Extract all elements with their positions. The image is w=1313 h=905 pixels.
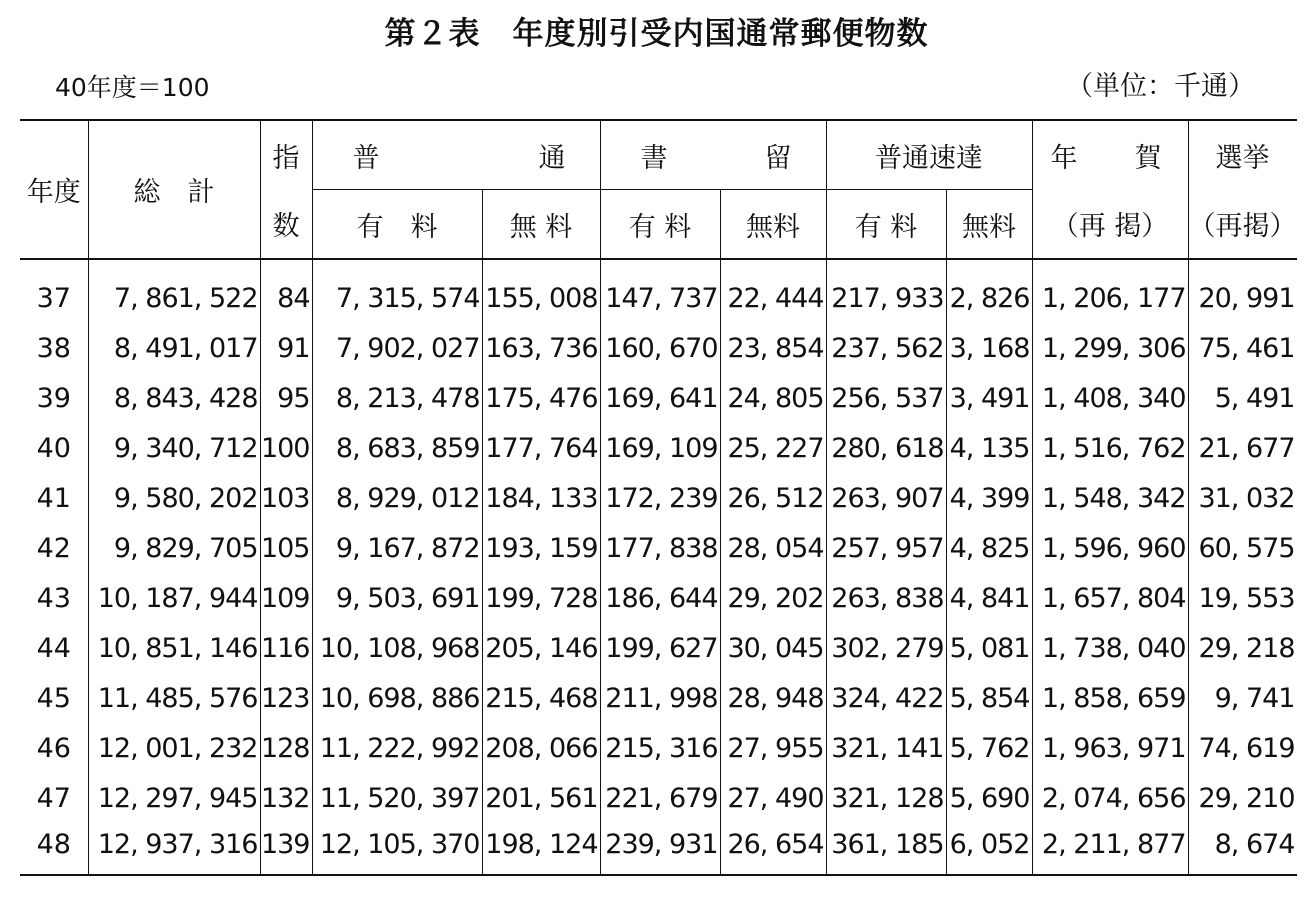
- cell-newyear: 1, 963, 971: [1032, 714, 1188, 764]
- cell-registered-paid: 147, 737: [600, 259, 720, 314]
- cell-express-paid: 237, 562: [826, 314, 946, 364]
- col-index-header-bottom: 数: [260, 190, 312, 260]
- table-row: [20, 314, 1297, 364]
- table-row: [20, 714, 1297, 764]
- cell-ordinary-paid: 7, 902, 027: [312, 314, 482, 364]
- cell-newyear: 1, 299, 306: [1032, 314, 1188, 364]
- header-row-upper: [20, 120, 1297, 190]
- cell-ordinary-paid: 11, 222, 992: [312, 714, 482, 764]
- cell-ordinary-free: 198, 124: [482, 814, 600, 875]
- cell-ordinary-free: 163, 736: [482, 314, 600, 364]
- cell-year: 45: [36, 683, 71, 714]
- cell-index: 139: [260, 814, 312, 875]
- cell-election: 21, 677: [1188, 414, 1297, 464]
- cell-index: 95: [260, 364, 312, 414]
- cell-registered-paid: 172, 239: [600, 464, 720, 514]
- cell-election: 8, 674: [1188, 814, 1297, 875]
- cell-express-paid: 257, 957: [826, 514, 946, 564]
- cell-ordinary-free: 155, 008: [482, 259, 600, 314]
- cell-newyear: 1, 596, 960: [1032, 514, 1188, 564]
- cell-newyear: 2, 074, 656: [1032, 764, 1188, 814]
- cell-registered-free: 25, 227: [720, 414, 826, 464]
- cell-year: 38: [36, 333, 71, 364]
- newyear-header-left: 年: [1050, 142, 1078, 174]
- cell-ordinary-free: 201, 561: [482, 764, 600, 814]
- ordinary-header-left: 普: [352, 142, 380, 174]
- cell-registered-paid: 160, 670: [600, 314, 720, 364]
- cell-registered-free: 26, 654: [720, 814, 826, 875]
- cell-total: 9, 829, 705: [88, 514, 260, 564]
- cell-express-paid: 324, 422: [826, 664, 946, 714]
- table-row: [20, 414, 1297, 464]
- cell-express-paid: 321, 141: [826, 714, 946, 764]
- cell-index: 84: [260, 259, 312, 314]
- table-title: 第２表 年度別引受内国通常郵便物数: [384, 16, 929, 52]
- cell-newyear: 1, 548, 342: [1032, 464, 1188, 514]
- col-express-paid-header: 有 料: [826, 190, 946, 260]
- cell-index: 123: [260, 664, 312, 714]
- mail-volume-table: [20, 119, 1297, 876]
- cell-election: 9, 741: [1188, 664, 1297, 714]
- cell-ordinary-paid: 9, 503, 691: [312, 564, 482, 614]
- cell-newyear: 1, 408, 340: [1032, 364, 1188, 414]
- cell-ordinary-free: 199, 728: [482, 564, 600, 614]
- cell-express-free: 4, 841: [946, 564, 1032, 614]
- cell-express-paid: 263, 838: [826, 564, 946, 614]
- cell-registered-free: 24, 805: [720, 364, 826, 414]
- cell-election: 5, 491: [1188, 364, 1297, 414]
- cell-total: 8, 843, 428: [88, 364, 260, 414]
- cell-election: 60, 575: [1188, 514, 1297, 564]
- table-row: [20, 364, 1297, 414]
- cell-ordinary-paid: 10, 108, 968: [312, 614, 482, 664]
- cell-express-free: 6, 052: [946, 814, 1032, 875]
- cell-registered-free: 30, 045: [720, 614, 826, 664]
- cell-express-free: 5, 081: [946, 614, 1032, 664]
- cell-express-free: 5, 690: [946, 764, 1032, 814]
- col-total-header: 総 計: [88, 120, 260, 259]
- table-row: [20, 764, 1297, 814]
- cell-ordinary-free: 177, 764: [482, 414, 600, 464]
- cell-registered-paid: 211, 998: [600, 664, 720, 714]
- cell-year: 43: [36, 583, 71, 614]
- cell-ordinary-paid: 12, 105, 370: [312, 814, 482, 875]
- cell-total: 9, 580, 202: [88, 464, 260, 514]
- cell-year: 40: [36, 433, 71, 464]
- cell-registered-paid: 169, 109: [600, 414, 720, 464]
- cell-newyear: 1, 738, 040: [1032, 614, 1188, 664]
- cell-registered-free: 28, 948: [720, 664, 826, 714]
- cell-express-free: 5, 854: [946, 664, 1032, 714]
- cell-year: 42: [36, 533, 71, 564]
- cell-express-free: 3, 168: [946, 314, 1032, 364]
- cell-registered-free: 29, 202: [720, 564, 826, 614]
- cell-ordinary-free: 215, 468: [482, 664, 600, 714]
- cell-newyear: 1, 516, 762: [1032, 414, 1188, 464]
- cell-total: 10, 851, 146: [88, 614, 260, 664]
- cell-express-paid: 280, 618: [826, 414, 946, 464]
- cell-ordinary-paid: 10, 698, 886: [312, 664, 482, 714]
- col-registered-header: [600, 120, 826, 190]
- table-row: [20, 664, 1297, 714]
- cell-election: 75, 461: [1188, 314, 1297, 364]
- table-row: [20, 814, 1297, 875]
- cell-registered-free: 27, 490: [720, 764, 826, 814]
- cell-registered-paid: 221, 679: [600, 764, 720, 814]
- cell-total: 7, 861, 522: [88, 259, 260, 314]
- cell-total: 12, 297, 945: [88, 764, 260, 814]
- col-express-free-header: 無料: [946, 190, 1032, 260]
- cell-ordinary-paid: 11, 520, 397: [312, 764, 482, 814]
- cell-express-free: 4, 399: [946, 464, 1032, 514]
- cell-year: 46: [36, 733, 71, 764]
- cell-year: 47: [36, 783, 71, 814]
- cell-ordinary-free: 205, 146: [482, 614, 600, 664]
- cell-index: 109: [260, 564, 312, 614]
- cell-registered-paid: 215, 316: [600, 714, 720, 764]
- cell-express-paid: 302, 279: [826, 614, 946, 664]
- cell-express-free: 4, 825: [946, 514, 1032, 564]
- cell-express-paid: 361, 185: [826, 814, 946, 875]
- cell-index: 132: [260, 764, 312, 814]
- cell-total: 11, 485, 576: [88, 664, 260, 714]
- base-year-note: 40年度＝100: [55, 73, 210, 102]
- cell-newyear: 2, 211, 877: [1032, 814, 1188, 875]
- cell-total: 8, 491, 017: [88, 314, 260, 364]
- cell-ordinary-free: 208, 066: [482, 714, 600, 764]
- cell-ordinary-free: 193, 159: [482, 514, 600, 564]
- cell-registered-free: 22, 444: [720, 259, 826, 314]
- cell-express-paid: 321, 128: [826, 764, 946, 814]
- cell-express-paid: 263, 907: [826, 464, 946, 514]
- cell-election: 29, 210: [1188, 764, 1297, 814]
- cell-year: 37: [36, 283, 71, 314]
- col-registered-free-header: 無料: [720, 190, 826, 260]
- col-election-header-bottom: （再掲）: [1188, 190, 1297, 260]
- cell-registered-free: 26, 512: [720, 464, 826, 514]
- table-row: [20, 564, 1297, 614]
- cell-express-paid: 217, 933: [826, 259, 946, 314]
- col-newyear-header-top: [1032, 120, 1188, 190]
- cell-total: 10, 187, 944: [88, 564, 260, 614]
- cell-ordinary-free: 184, 133: [482, 464, 600, 514]
- table-body: [20, 259, 1297, 875]
- col-registered-paid-header: 有 料: [600, 190, 720, 260]
- cell-index: 105: [260, 514, 312, 564]
- cell-registered-free: 23, 854: [720, 314, 826, 364]
- col-express-header: 普通速達: [826, 120, 1032, 190]
- cell-year: 48: [20, 814, 88, 875]
- cell-newyear: 1, 858, 659: [1032, 664, 1188, 714]
- table-row: [20, 464, 1297, 514]
- cell-ordinary-paid: 8, 929, 012: [312, 464, 482, 514]
- cell-newyear: 1, 657, 804: [1032, 564, 1188, 614]
- cell-election: 19, 553: [1188, 564, 1297, 614]
- table-row: [20, 514, 1297, 564]
- cell-ordinary-paid: 7, 315, 574: [312, 259, 482, 314]
- cell-index: 116: [260, 614, 312, 664]
- cell-total: 12, 001, 232: [88, 714, 260, 764]
- cell-registered-free: 28, 054: [720, 514, 826, 564]
- newyear-header-right: 賀: [1134, 142, 1162, 174]
- cell-ordinary-paid: 8, 683, 859: [312, 414, 482, 464]
- cell-index: 128: [260, 714, 312, 764]
- cell-election: 31, 032: [1188, 464, 1297, 514]
- cell-election: 29, 218: [1188, 614, 1297, 664]
- cell-ordinary-free: 175, 476: [482, 364, 600, 414]
- table-row: [20, 614, 1297, 664]
- registered-header-right: 留: [764, 142, 792, 174]
- cell-newyear: 1, 206, 177: [1032, 259, 1188, 314]
- table-header: [20, 120, 1297, 259]
- registered-header-left: 書: [640, 142, 668, 174]
- cell-express-free: 3, 491: [946, 364, 1032, 414]
- cell-year: 39: [36, 383, 71, 414]
- cell-registered-paid: 177, 838: [600, 514, 720, 564]
- col-election-header-top: 選挙: [1188, 120, 1297, 190]
- table-row: [20, 259, 1297, 314]
- cell-index: 91: [260, 314, 312, 364]
- col-ordinary-header: [312, 120, 600, 190]
- ordinary-header-right: 通: [538, 142, 566, 174]
- cell-index: 100: [260, 414, 312, 464]
- col-newyear-header-bottom: （再 掲）: [1032, 190, 1188, 260]
- cell-index: 103: [260, 464, 312, 514]
- col-index-header-top: 指: [260, 120, 312, 190]
- cell-express-free: 4, 135: [946, 414, 1032, 464]
- cell-total: 12, 937, 316: [88, 814, 260, 875]
- cell-election: 74, 619: [1188, 714, 1297, 764]
- cell-registered-paid: 169, 641: [600, 364, 720, 414]
- cell-year: 44: [36, 633, 71, 664]
- cell-registered-paid: 199, 627: [600, 614, 720, 664]
- col-ordinary-free-header: 無 料: [482, 190, 600, 260]
- cell-ordinary-paid: 9, 167, 872: [312, 514, 482, 564]
- cell-express-paid: 256, 537: [826, 364, 946, 414]
- col-ordinary-paid-header: 有 料: [312, 190, 482, 260]
- cell-registered-paid: 239, 931: [600, 814, 720, 875]
- cell-total: 9, 340, 712: [88, 414, 260, 464]
- cell-registered-free: 27, 955: [720, 714, 826, 764]
- cell-year: 41: [36, 483, 71, 514]
- cell-election: 20, 991: [1188, 259, 1297, 314]
- col-year-header: 年度: [20, 120, 88, 259]
- cell-express-free: 2, 826: [946, 259, 1032, 314]
- cell-ordinary-paid: 8, 213, 478: [312, 364, 482, 414]
- cell-express-free: 5, 762: [946, 714, 1032, 764]
- cell-registered-paid: 186, 644: [600, 564, 720, 614]
- unit-note: （単位：千通）: [1066, 71, 1255, 102]
